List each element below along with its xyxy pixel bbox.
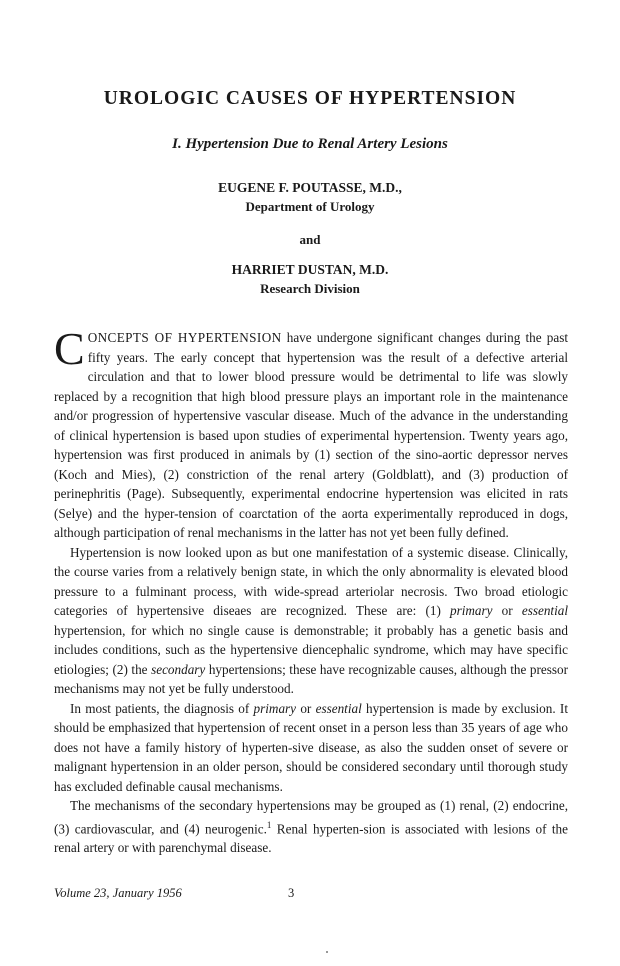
paragraph-4-text-b: Renal hyperten-sion is associated with lesions of the renal artery or with parenchymal disease. bbox=[54, 820, 568, 856]
print-speck bbox=[326, 951, 328, 953]
paragraph-2-text-c: hypertension, for which no single cause is demonstrable; it probably has a genetic basis and includes conditions, such as the hypertensive diencephalic syndrome, which may have specific etiologies; (2) the bbox=[54, 622, 568, 677]
emphasis-primary: primary bbox=[253, 700, 297, 716]
paragraph-2 bbox=[54, 543, 568, 699]
author-2-affiliation: Research Division bbox=[260, 281, 360, 296]
paragraph-2-text-d: hypertensions; these have recognizable causes, although the pressor mechanisms may not yet be fully understood. bbox=[54, 661, 568, 696]
paragraph-4 bbox=[54, 796, 568, 858]
emphasis-essential: essential bbox=[315, 700, 362, 716]
paragraph-3-text-c: hypertension is made by exclusion. It should be emphasized that hypertension of recent onset in a person less than 35 years of age who does not have a family history of hyperten-sive disease, as also the sudden onset of severe or malignant hypertension in an older person, should be considered secondary until thorough study has excluded definable causal mechanisms. bbox=[54, 700, 568, 794]
paragraph-3-text-b: or bbox=[296, 700, 316, 716]
author-1-affiliation: Department of Urology bbox=[245, 199, 375, 214]
paragraph-2-text-b: or bbox=[492, 603, 522, 618]
volume-footer: Volume 23, January 1956 bbox=[54, 886, 182, 900]
emphasis-primary: primary bbox=[450, 603, 493, 618]
emphasis-secondary: secondary bbox=[151, 661, 206, 677]
author-conjunction: and bbox=[299, 232, 321, 247]
paragraph-3 bbox=[54, 699, 568, 797]
paragraph-3-text-a: In most patients, the diagnosis of bbox=[70, 700, 254, 716]
paragraph-1-text: have undergone significant changes during the past fifty years. The early concept that hypertension was the result of a defective arterial circulation and that to lower blood pressure would be detrimental to life was slowly replaced by a recognition that high blood pressure plays an important role in the maintenance and/or progression of hypertensive vascular disease. Much of the advance in the understanding of clinical hypertension is based upon studies of experimental hypertension. Twenty years ago, hypertension was first produced in animals by (1) section of the sino-aortic depressor nerves (Koch and Mies), (2) constriction of the renal artery (Goldblatt), and (3) production of perinephritis (Page). Subsequently, experimental endocrine hypertension was elicited in rats (Selye) and the hyper-tension of coarctation of the aorta experimentally reproduced in dogs, although participation of renal mechanisms in the latter has not yet been fully defined. bbox=[54, 330, 568, 540]
drop-cap: C bbox=[54, 323, 85, 374]
paragraph-4-text-a: The mechanisms of the secondary hypertensions may be grouped as (1) renal, (2) endocrine, (3) cardiovascular, and (4) neurogenic. bbox=[54, 798, 568, 836]
author-2-name: HARRIET DUSTAN, M.D. bbox=[231, 262, 389, 277]
article-subtitle: I. Hypertension Due to Renal Artery Lesions bbox=[172, 136, 448, 152]
author-1-name: EUGENE F. POUTASSE, M.D., bbox=[218, 180, 402, 195]
lead-in-caps: ONCEPTS OF HYPERTENSION bbox=[87, 330, 282, 345]
paragraph-2-text-a: Hypertension is now looked upon as but one manifestation of a systemic disease. Clinically, the course varies from a relatively benign state, in which the only abnormality is elevated blood pressure to a fulminant process, with wide-spread arteriolar necrosis. Two broad etiologic categories of hypertensive diseaes are recognized. These are: (1) bbox=[54, 544, 568, 618]
page-number: 3 bbox=[288, 886, 295, 900]
reference-superscript: 1 bbox=[266, 819, 272, 830]
emphasis-essential: essential bbox=[521, 603, 568, 618]
article-body bbox=[54, 323, 568, 858]
article-title: UROLOGIC CAUSES OF HYPERTENSION bbox=[103, 88, 517, 109]
paragraph-1 bbox=[54, 323, 568, 543]
